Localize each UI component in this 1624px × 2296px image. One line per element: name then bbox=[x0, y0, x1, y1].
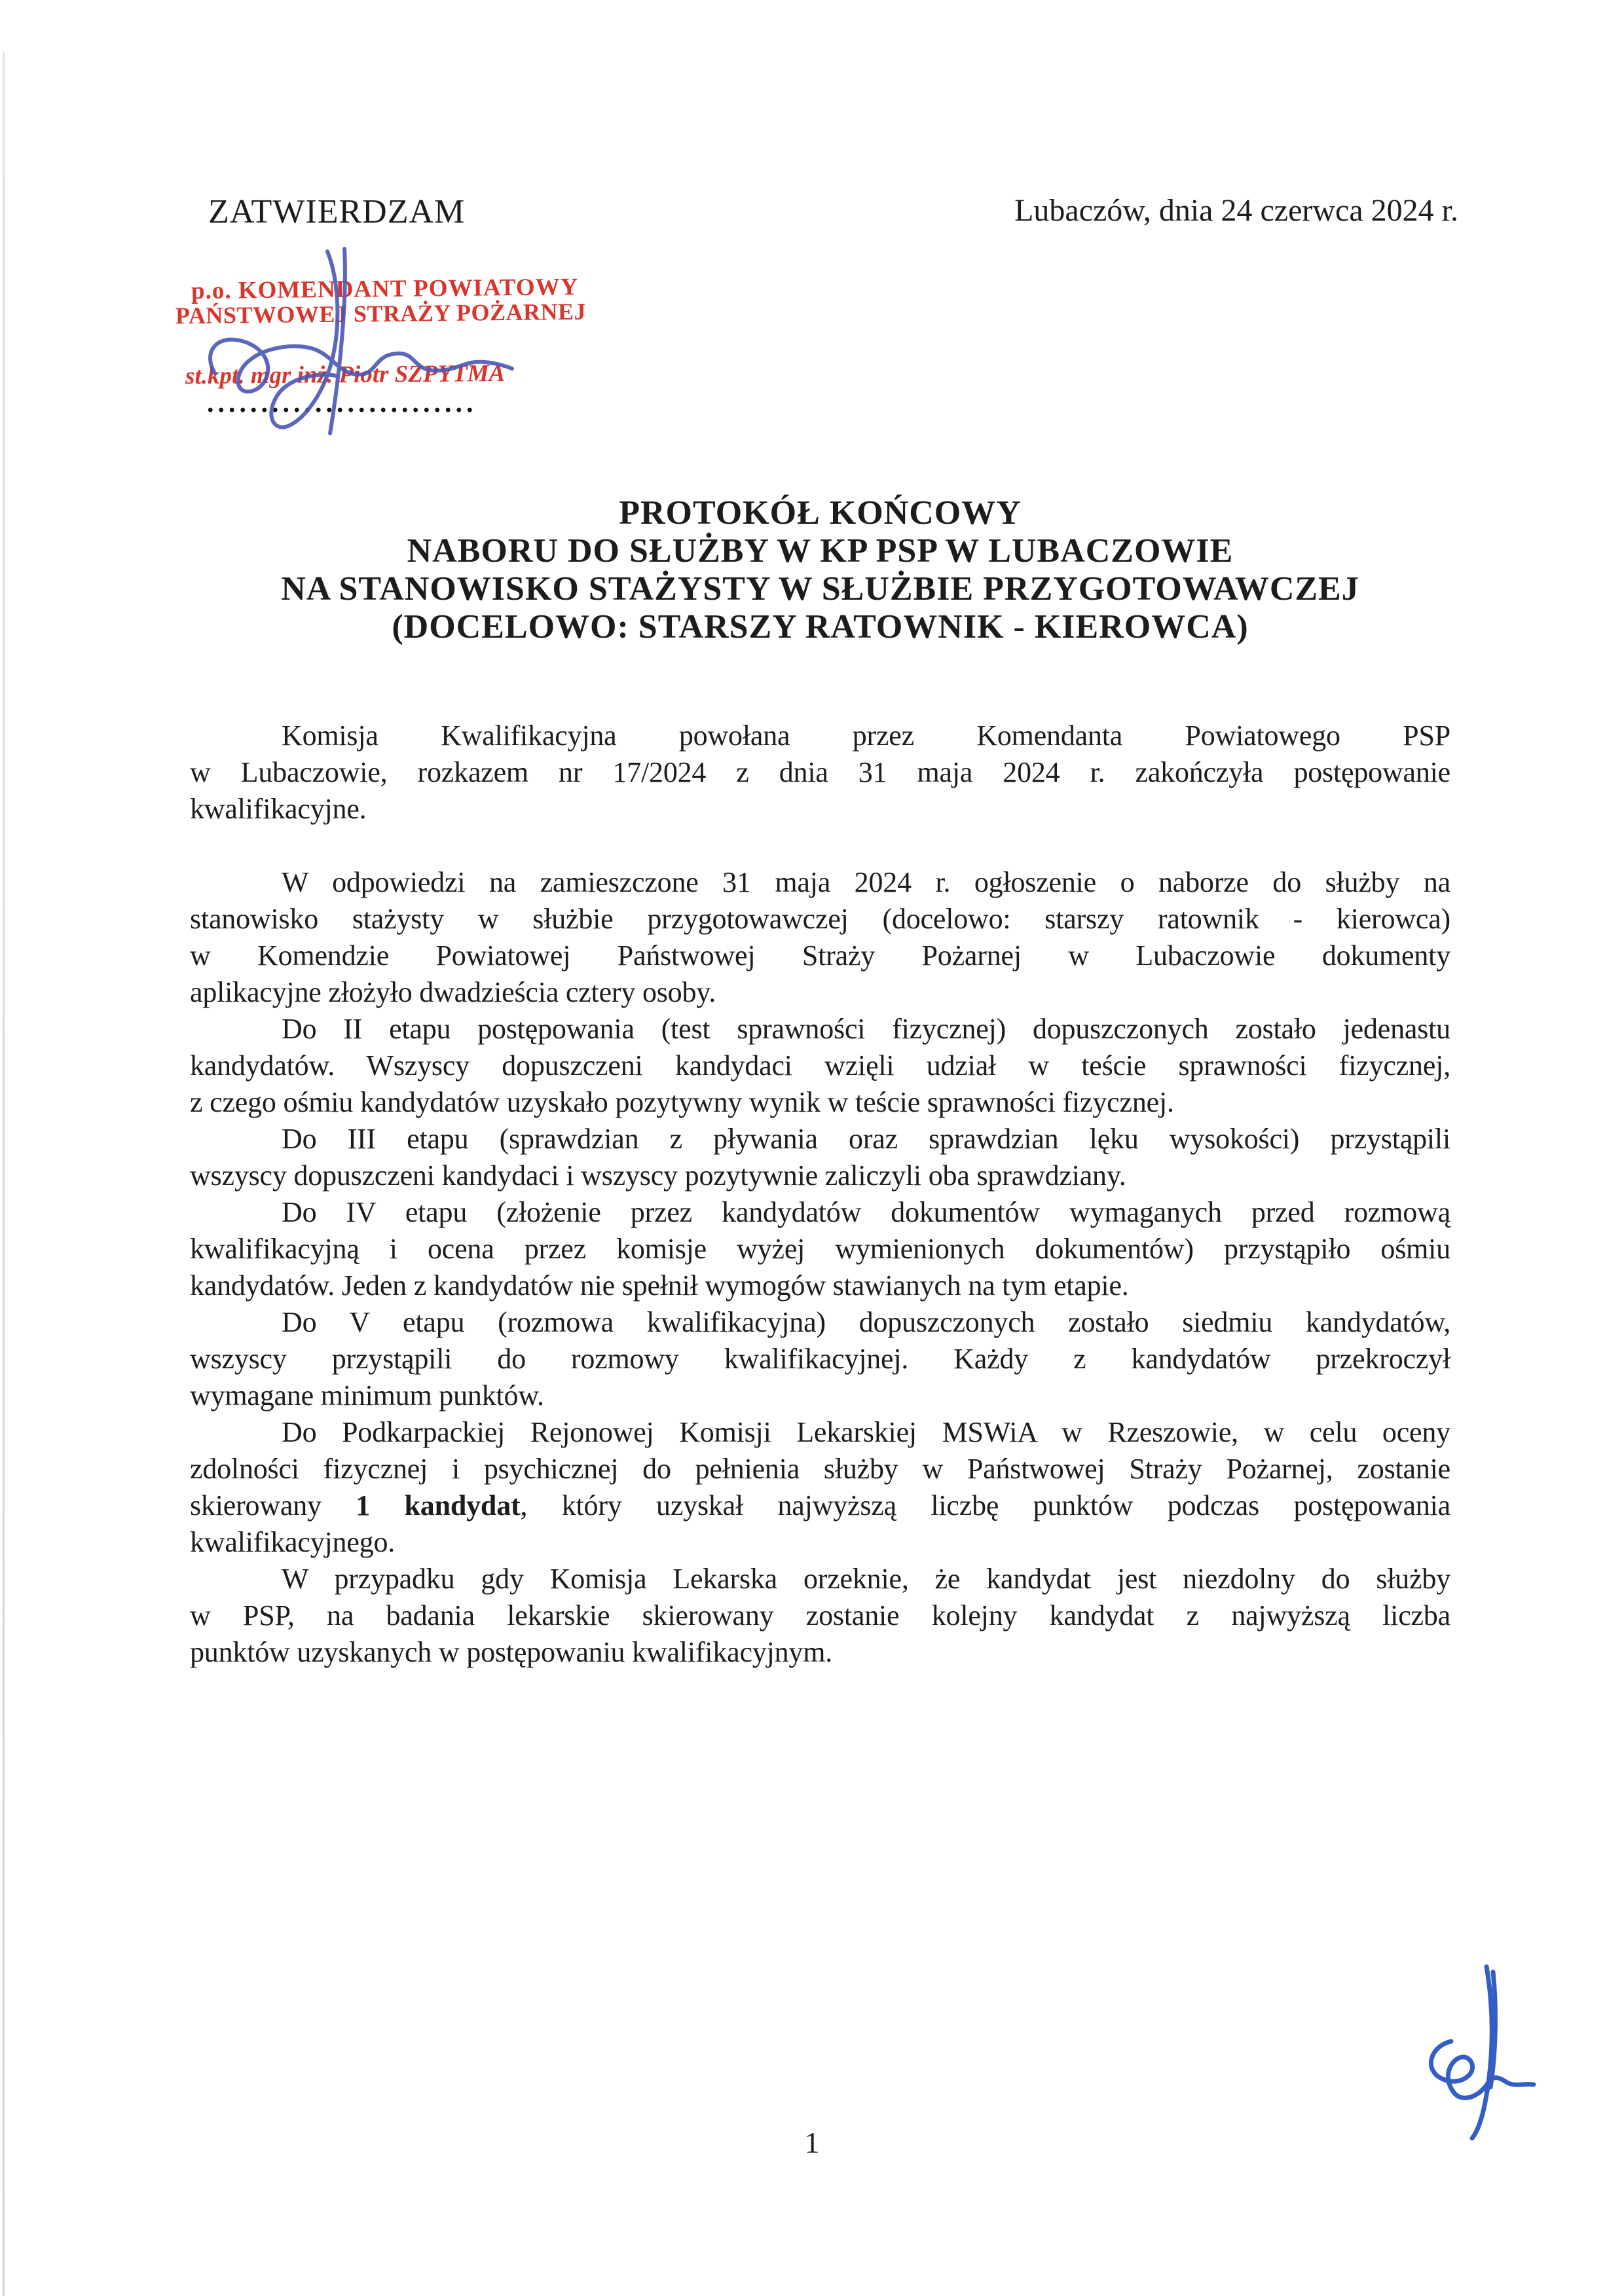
text-line: wszyscy przystąpili do rozmowy kwalifikacyjnej. Każdy z kandydatów przekroczył bbox=[190, 1343, 1450, 1375]
text-line: zdolności fizycznej i psychicznej do pełnienia służby w Państwowej Straży Pożarnej, zostanie bbox=[190, 1453, 1450, 1485]
text-line: Do III etapu (sprawdzian z pływania oraz sprawdzian lęku wysokości) przystąpili bbox=[282, 1123, 1450, 1155]
text-line: kandydatów. Wszyscy dopuszczeni kandydaci wzięli udział w teście sprawności fizycznej, bbox=[190, 1049, 1450, 1082]
paragraph bbox=[190, 1561, 1450, 1671]
text-line: w PSP, na badania lekarskie skierowany zostanie kolejny kandydat z najwyższą liczba bbox=[190, 1599, 1450, 1631]
text-line: Do V etapu (rozmowa kwalifikacyjna) dopuszczonych zostało siedmiu kandydatów, bbox=[282, 1306, 1450, 1338]
text-line: wymagane minimum punktów. bbox=[190, 1379, 544, 1412]
text-line: Do IV etapu (złożenie przez kandydatów dokumentów wymaganych przed rozmową bbox=[282, 1196, 1450, 1228]
title-line: PROTOKÓŁ KOŃCOWY bbox=[619, 494, 1022, 532]
text-line: w Lubaczowie, rozkazem nr 17/2024 z dnia 31 maja 2024 r. zakończyła postępowanie bbox=[190, 756, 1450, 788]
approval-label: ZATWIERDZAM bbox=[208, 193, 466, 230]
text-line: kwalifikacyjnego. bbox=[190, 1526, 396, 1558]
text-line: skierowany 1 kandydat, który uzyskał najwyższą liczbę punktów podczas postępowania bbox=[190, 1489, 1450, 1522]
paragraph bbox=[190, 1194, 1450, 1304]
paragraph bbox=[190, 1011, 1450, 1121]
text-line: w Komendzie Powiatowej Państwowej Straży Pożarnej w Lubaczowie dokumenty bbox=[190, 939, 1450, 972]
text-line: wszyscy dopuszczeni kandydaci i wszyscy pozytywnie zaliczyli oba sprawdziany. bbox=[190, 1159, 1126, 1192]
document-title bbox=[190, 494, 1450, 646]
stamp-title-line1: p.o. KOMENDANT POWIATOWY bbox=[191, 273, 579, 305]
page-number: 1 bbox=[804, 2126, 820, 2159]
text-line: z czego ośmiu kandydatów uzyskało pozytywny wynik w teście sprawności fizycznej. bbox=[190, 1086, 1174, 1118]
text-line: kwalifikacyjną i ocena przez komisje wyżej wymienionych dokumentów) przystąpiło ośmiu bbox=[190, 1233, 1450, 1265]
text-line: kandydatów. Jeden z kandydatów nie spełnił wymogów stawianych na tym etapie. bbox=[190, 1269, 1129, 1302]
initials-paraph bbox=[1393, 1964, 1538, 2141]
text-line: aplikacyjne złożyło dwadzieścia cztery osoby. bbox=[190, 976, 716, 1008]
handwritten-signature bbox=[175, 244, 529, 440]
paragraph bbox=[190, 864, 1450, 1011]
text-line: Do II etapu postępowania (test sprawności fizycznej) dopuszczonych zostało jedenastu bbox=[282, 1013, 1450, 1045]
text-line: kwalifikacyjne. bbox=[190, 793, 367, 825]
title-line: NA STANOWISKO STAŻYSTY W SŁUŻBIE PRZYGOTOWAWCZEJ bbox=[281, 570, 1359, 608]
text-line: W przypadku gdy Komisja Lekarska orzeknie, że kandydat jest niezdolny do służby bbox=[282, 1563, 1450, 1595]
text-line: Do Podkarpackiej Rejonowej Komisji Lekarskiej MSWiA w Rzeszowie, w celu oceny bbox=[282, 1416, 1450, 1448]
text-line: stanowisko stażysty w służbie przygotowawczej (docelowo: starszy ratownik - kierowca) bbox=[190, 903, 1450, 935]
scan-edge-artifact bbox=[3, 52, 5, 2296]
paragraph bbox=[190, 1414, 1450, 1561]
place-date: Lubaczów, dnia 24 czerwca 2024 r. bbox=[1014, 193, 1458, 228]
stamp-signee-name: st.kpt. mgr inż. Piotr SZPYTMA bbox=[185, 359, 506, 390]
paragraph bbox=[190, 718, 1450, 828]
text-line: W odpowiedzi na zamieszczone 31 maja 2024 r. ogłoszenie o naborze do służby na bbox=[282, 866, 1450, 898]
title-line: (DOCELOWO: STARSZY RATOWNIK - KIEROWCA) bbox=[392, 608, 1249, 646]
paragraph bbox=[190, 1121, 1450, 1194]
stamp-title-line2: PAŃSTWOWEJ STRAŻY POŻARNEJ bbox=[175, 298, 587, 329]
paragraph bbox=[190, 1304, 1450, 1414]
document-body bbox=[190, 718, 1450, 1671]
signature-dotted-line: ......................... bbox=[207, 388, 477, 418]
text-line: punktów uzyskanych w postępowaniu kwalifikacyjnym. bbox=[190, 1636, 833, 1668]
text-line: Komisja Kwalifikacyjna powołana przez Komendanta Powiatowego PSP bbox=[282, 720, 1450, 752]
title-line: NABORU DO SŁUŻBY W KP PSP W LUBACZOWIE bbox=[407, 532, 1234, 570]
